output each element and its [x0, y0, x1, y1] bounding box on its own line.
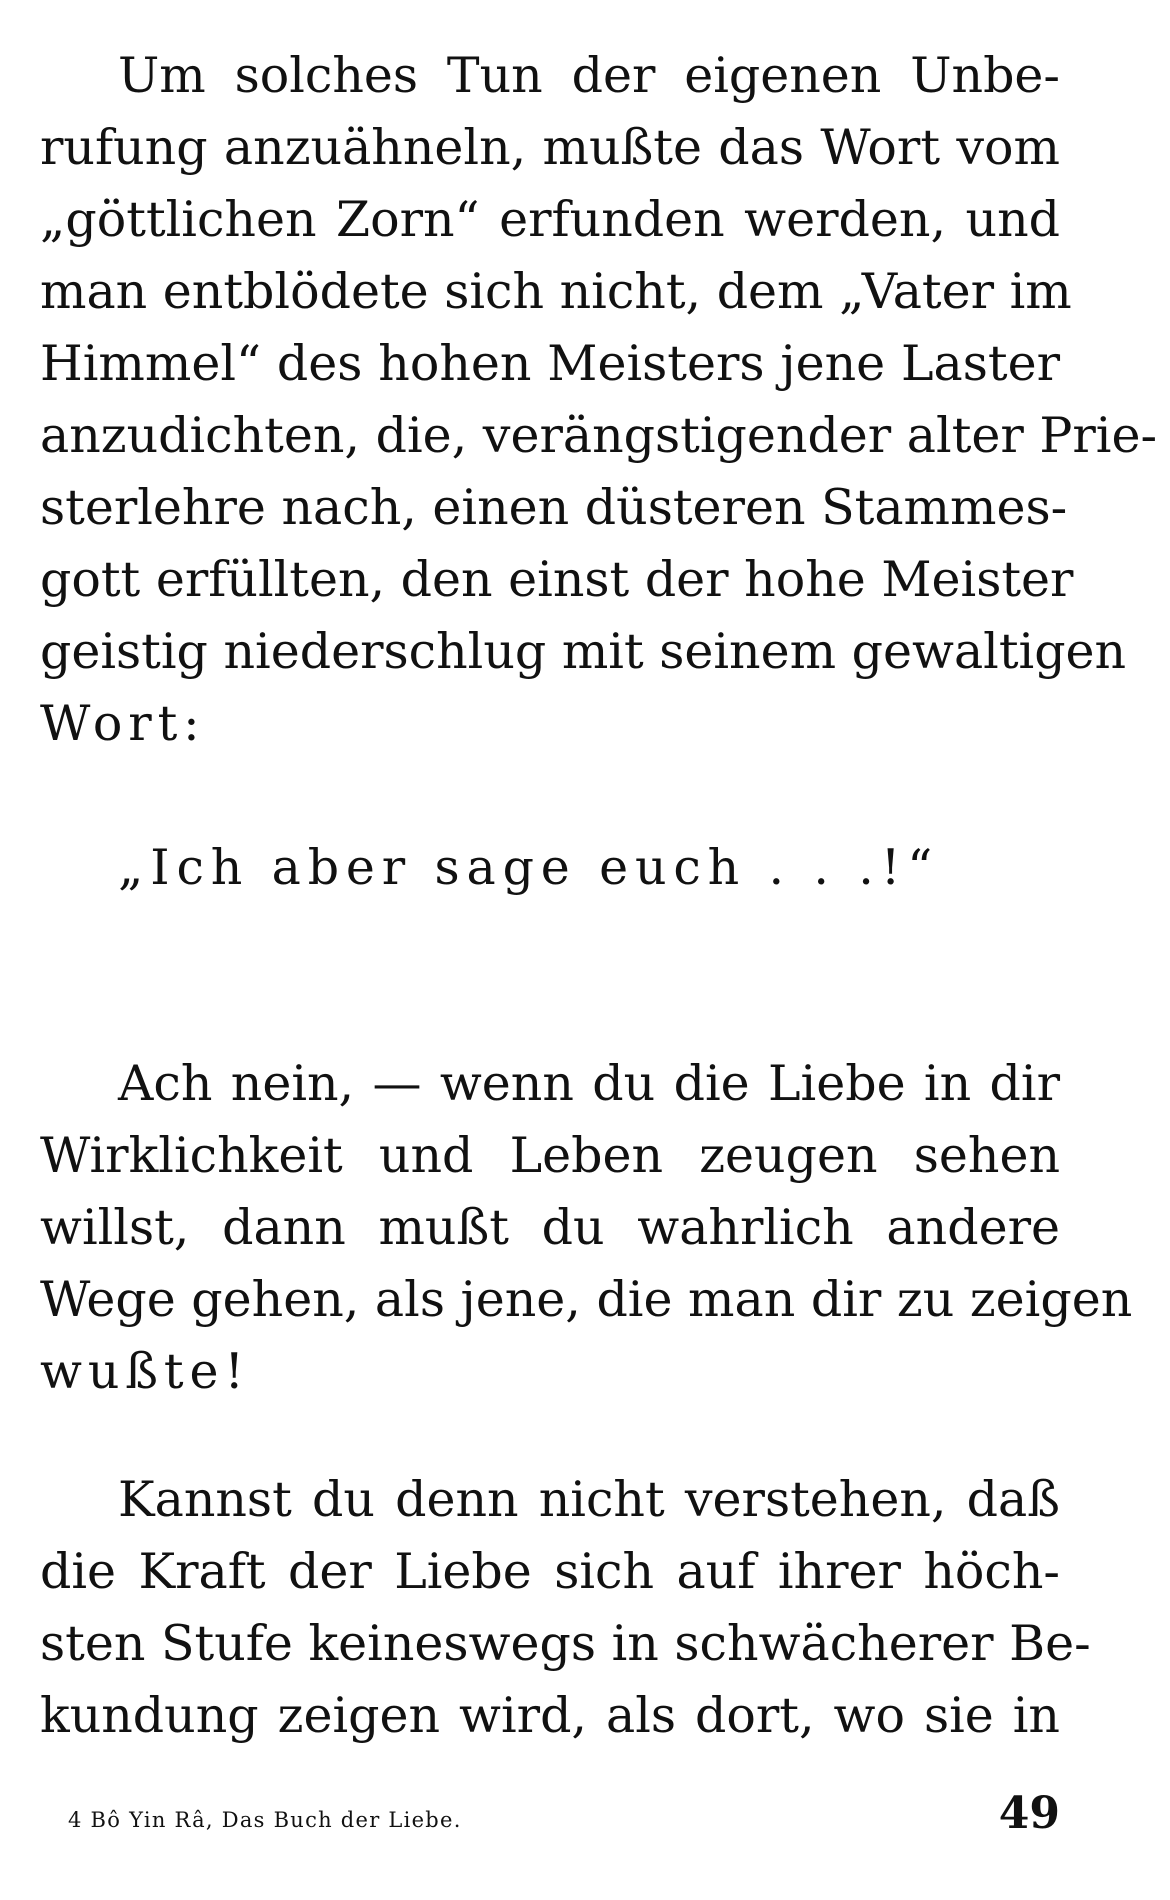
text-line: man entblödete sich nicht, dem „Vater im: [40, 263, 1072, 320]
text-line: rufung anzuähneln, mußte das Wort vom: [40, 119, 1060, 176]
text-line: wußte!: [40, 1343, 250, 1400]
text-line: sterlehre nach, einen düsteren Stammes-: [40, 479, 1068, 536]
text-line: Ach nein, — wenn du die Liebe in dir: [118, 1055, 1060, 1112]
text-line: geistig niederschlug mit seinem gewaltigen: [40, 623, 1127, 680]
text-line: „göttlichen Zorn“ erfunden werden, und: [40, 191, 1060, 248]
text-line: Wort:: [40, 695, 206, 752]
quotation: „Ich aber sage euch . . .!“: [118, 839, 940, 896]
text-line: sten Stufe keineswegs in schwächerer Be-: [40, 1615, 1091, 1672]
text-line: Himmel“ des hohen Meisters jene Laster: [40, 335, 1060, 392]
text-line: Wege gehen, als jene, die man dir zu zeigen: [40, 1271, 1133, 1328]
text-line: anzudichten, die, verängstigender alter Prie-: [40, 407, 1157, 464]
text-line: Kannst du denn nicht verstehen, daß: [118, 1471, 1060, 1528]
text-line: willst, dann mußt du wahrlich andere: [40, 1199, 1060, 1256]
text-line: Um solches Tun der eigenen Unbe-: [118, 47, 1060, 104]
text-line: Wirklichkeit und Leben zeugen sehen: [40, 1127, 1060, 1184]
text-line: gott erfüllten, den einst der hohe Meister: [40, 551, 1074, 608]
text-line: die Kraft der Liebe sich auf ihrer höch-: [40, 1543, 1060, 1600]
text-line: kundung zeigen wird, als dort, wo sie in: [40, 1687, 1060, 1744]
signature-mark: 4 Bô Yin Râ, Das Buch der Liebe.: [68, 1808, 462, 1832]
page-number: 49: [998, 1788, 1060, 1839]
